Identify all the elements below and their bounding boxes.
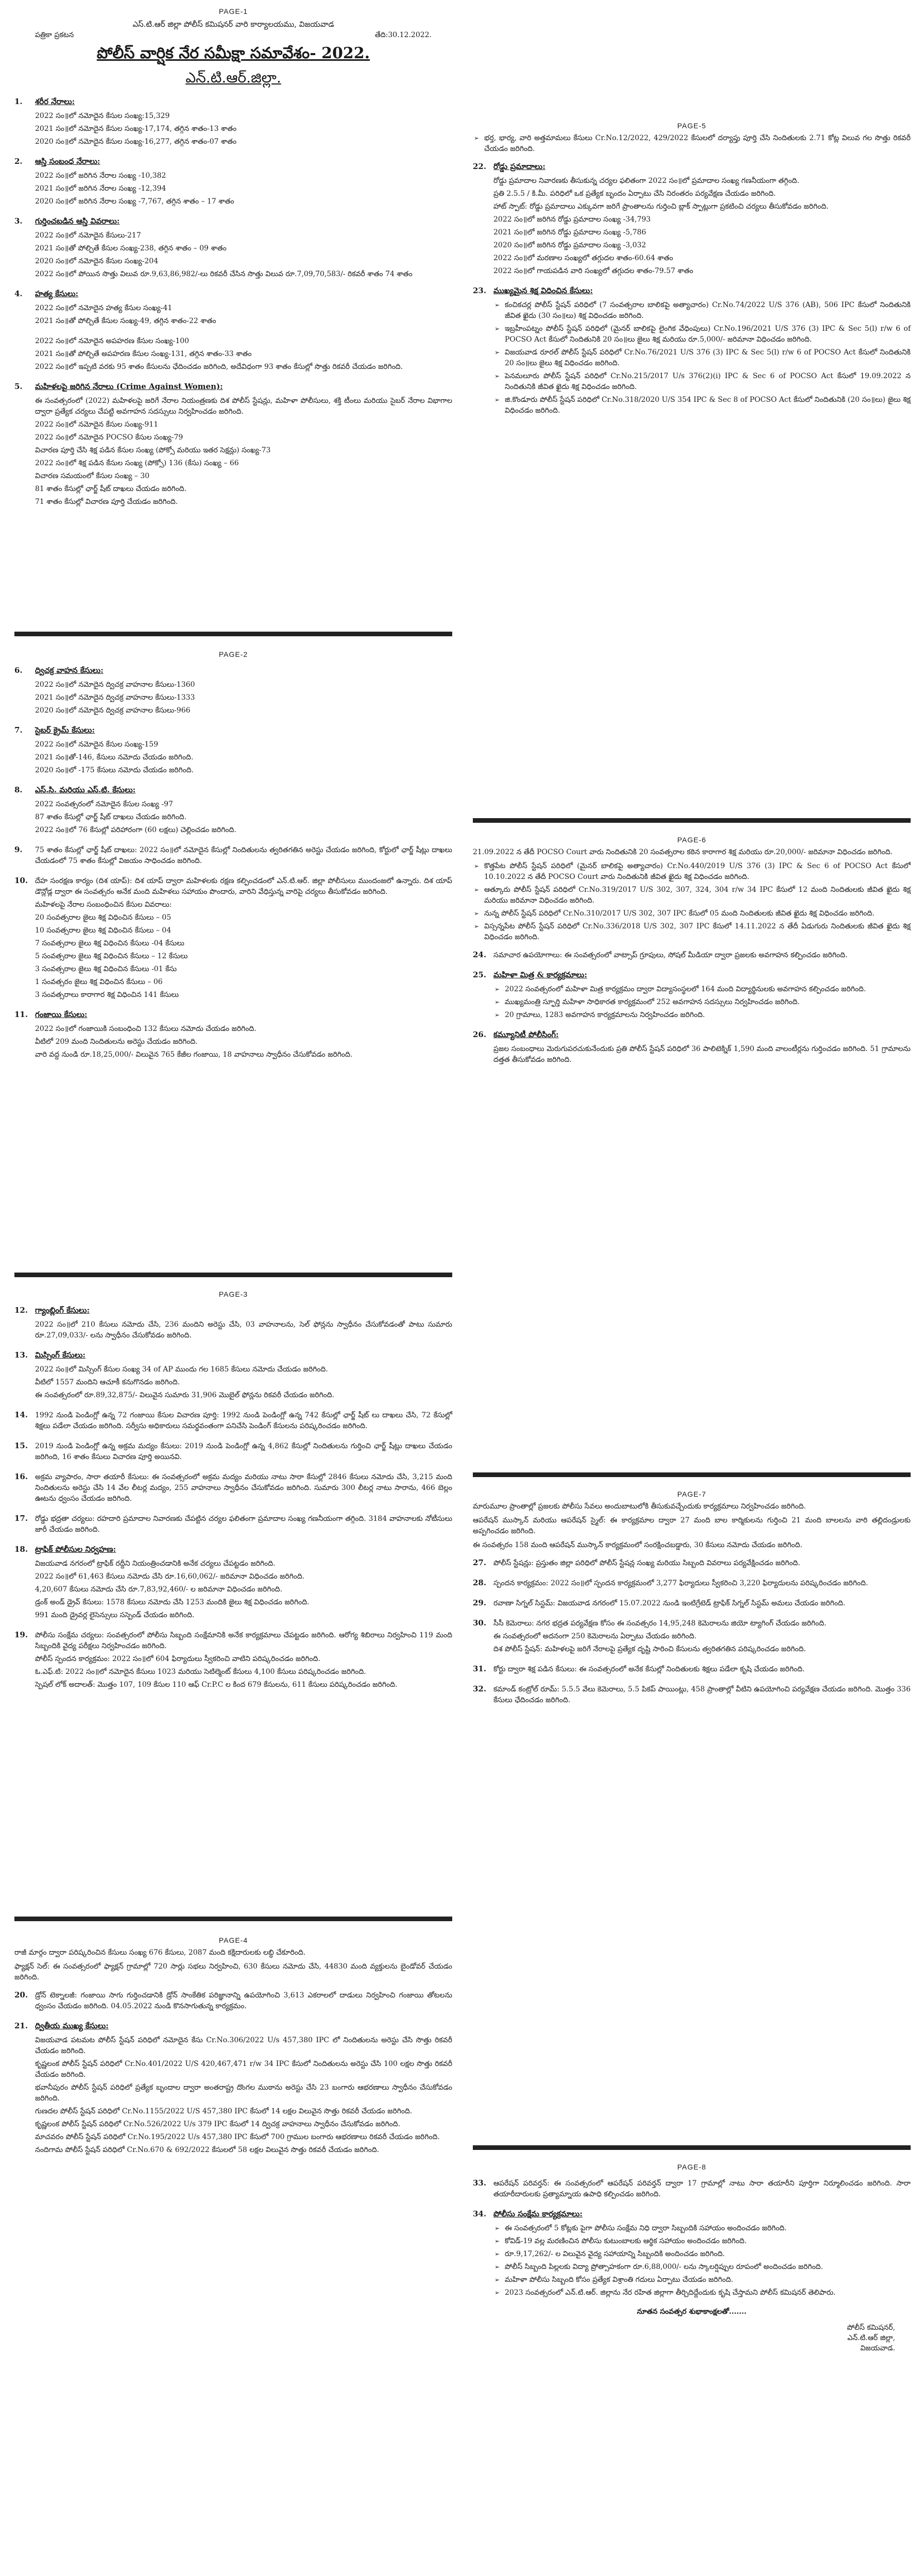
press-release-label: పత్రికా ప్రకటన: [35, 31, 74, 39]
section-line: 2021 సం॥తో-146, కేసులు నమోదు చేయడం జరిగింది.: [35, 753, 194, 761]
section: [473, 2178, 911, 2202]
section-line: 2020 సం॥లో నమోదైన కేసుల సంఖ్య-204: [35, 257, 159, 265]
section-number: 6.: [14, 666, 23, 675]
section-line: మాచవరం పోలీస్ స్టేషన్ పరిధిలో Cr.No.195/2022 U/s 457,380 IPC కేసులో 700 గ్రాముల బంగారు ఆభరణాలు రికవరీ చేయడం జరిగింది.: [35, 2133, 440, 2141]
section-body: [35, 157, 452, 209]
section: [14, 97, 452, 149]
closing-greeting: నూతన సంవత్సర శుభాకాంక్షలతో.......: [637, 2308, 747, 2316]
section-line: 7 సంవత్సరాల జైలు శిక్ష విధించిన కేసులు -04 కేసులు: [35, 939, 184, 947]
bullet-item: ➢ కంచికచర్ల పోలీస్ స్టేషన్ పరిధిలో (7 సంవత్సరాల బాలికపై అత్యాచారం) Cr.No.74/2022 U/S 376 (AB), 506 IPC కేసులో నిందితునికి జీవిత ఖైదు (30 సం॥లు) శిక్ష విధించడం జరిగింది.: [493, 300, 911, 321]
section-number: 3.: [14, 216, 23, 226]
page-separator: [14, 632, 452, 636]
section-number: 15.: [14, 1441, 28, 1450]
section-number: 11.: [14, 1010, 28, 1019]
section-line: రవాణా సిగ్నల్ సిస్టమ్: విజయవాడ నగరంలో 15.07.2022 నుండి ఇంటిగ్రేటెడ్ ట్రాఫిక్ సిగ్నల్ సిస్టమ్ అమలు చేయడం జరిగింది.: [493, 1599, 846, 1607]
section-line: 2022 సం॥లో 76 కేసుల్లో పరిహారంగా (60 లక్షలు) చెల్లించడం జరిగింది.: [35, 826, 236, 834]
section-body: [35, 876, 452, 1003]
sections: [14, 1990, 452, 2158]
bullet-item: ➢ పోలీస్ సిబ్బంది పిల్లలకు విద్యా ప్రోత్సాహకంగా రూ.6,88,000/- లను స్కాలర్షిప్పుల రూపంలో అందించడం జరిగింది.: [493, 2262, 911, 2273]
section-body: [35, 1630, 452, 1692]
page-label: PAGE-6: [677, 836, 707, 844]
section-body: [493, 970, 911, 1023]
section-line: కమాండ్ కంట్రోల్ రూమ్: 5.5.5 వేలు కెమెరాలు, 5.5 పికప్ పాయింట్లు, 458 ప్రాంతాల్లో వీటిని ఉపయోగించి పర్యవేక్షణ చేయడం జరిగింది. మొత్తం 336 కేసులు ఛేదించడం జరిగింది.: [493, 1685, 911, 1704]
section-line: భవానీపురం పోలీస్ స్టేషన్ పరిధిలో ప్రత్యేక బృందాల ద్వారా అంతరాష్ట్ర దొంగల ముఠాను అరెస్టు చేసి 23 బంగారు ఆభరణాలు స్వాధీనం చేసుకోవడం జరిగింది.: [35, 2083, 452, 2103]
section-number: 24.: [473, 950, 487, 959]
document-title: పోలీస్ వార్షిక నేర సమీక్షా సమావేశం- 2022.: [96, 44, 370, 62]
sections: [473, 162, 911, 418]
section-title: మహిళలపై జరిగిన నేరాలు (Crime Against Women):: [35, 382, 223, 391]
section-line: 2022 సం॥లో నమోదైన కేసుల సంఖ్య-159: [35, 740, 159, 749]
section-body: [493, 2209, 911, 2300]
bullet-item: ➢ ఇబ్రహీంపట్నం పోలీస్ స్టేషన్ పరిధిలో (మైనర్ బాలికపై లైంగిక వేధింపులు) Cr.No.196/2021 U/S 376 (3) IPC & Sec 5(l) r/w 6 of POCSO Act కేసులో నిందితునికి 20 సం॥లు జైలు శిక్ష మరియు రూ.5,000/- జరిమానా విధించడం జరిగింది.: [493, 324, 911, 345]
section-title: పోలీసు సంక్షేమ కార్యక్రమాలు:: [493, 2209, 583, 2218]
section-line: 2022 సం॥లో జరిగిన రోడ్డు ప్రమాదాల సంఖ్య -34,793: [493, 215, 651, 224]
paragraph: ఫ్యాక్షన్ సెల్: ఈ సంవత్సరంలో ఫ్యాక్షన్ గ్రామాల్లో 720 సార్లు సభలు నిర్వహించి, 630 కేసులు నమోదు చేసి, 44830 మంది వ్యక్తులను బైండోవర్ చేయడం జరిగింది.: [14, 1962, 452, 1981]
page-5: [473, 122, 911, 418]
bullet-item: ➢ విస్సన్నపేట పోలీస్ స్టేషన్ పరిధిలో Cr.No.336/2018 U/S 302, 307 IPC కేసులో 14.11.2022 న తేదీ ఏడుగురు నిందితులకు జీవిత ఖైదు శిక్ష విధించడం జరిగింది.: [473, 921, 911, 943]
page-3: [14, 1290, 452, 1692]
section-title: గుర్తించబడిన ఆస్తి వివరాలు:: [35, 216, 120, 226]
page-separator: [473, 818, 911, 823]
section-number: 2.: [14, 157, 23, 166]
sections: [14, 666, 452, 1062]
section-line: వీటిలో 209 మంది నిందితులను అరెస్టు చేయడం జరిగింది.: [35, 1038, 198, 1046]
section: [14, 382, 452, 510]
page-1: [14, 7, 452, 510]
section-line: పోలీస్ స్పందన కార్యక్రమం: 2022 సం॥లో 604 ఫిర్యాదులు స్వీకరించి వాటిని పరిష్కరించడం జరిగింది.: [35, 1655, 320, 1663]
section-title: ట్రాఫిక్ పోలీసుల నిర్వహణ:: [35, 1545, 116, 1554]
section-line: ఓ.ఎఫ్.టి: 2022 సం॥లో నమోదైన కేసులు 1023 మరియు సెటిల్మెంట్ కేసులు 4,100 కేసులు పరిష్కరించడం జరిగింది.: [35, 1668, 366, 1676]
section-number: [14, 336, 35, 375]
section: [14, 1306, 452, 1343]
section: [473, 1598, 911, 1611]
signature-line: ఎన్.టి.ఆర్ జిల్లా,: [847, 2334, 895, 2342]
section-line: రోడ్డు ప్రమాదాల నివారణకు తీసుకున్న చర్యల ఫలితంగా 2022 సం॥లో ప్రమాదాల సంఖ్య గణనీయంగా తగ్గింది.: [493, 177, 799, 185]
section-title: కమ్యూనిటీ పోలీసింగ్:: [493, 1030, 559, 1039]
section-title: గంజాయి కేసులు:: [35, 1010, 88, 1019]
section-line: నందిగామ పోలీస్ స్టేషన్ పరిధిలో Cr.No.670 & 692/2022 కేసులలో 58 లక్షల విలువైన సొత్తు రికవరీ చేయడం జరిగింది.: [35, 2146, 380, 2154]
section-line: అక్రమ వ్యాపారం, సారా తయారీ కేసులు: ఈ సంవత్సరంలో అక్రమ మద్యం మరియు నాటు సారా కేసుల్లో 2846 కేసులు నమోదు చేసి, 3,215 మంది నిందితులను అరెస్టు చేసి 14 వేల లీటర్ల మద్యం, 255 వాహనాలు స్వాధీనం చేసుకోవడం జరిగింది. సుమారు 300 లీటర్ల నాటు సారాను, 466 బెల్లం ఊటను ధ్వంసం చేయడం జరిగింది.: [35, 1473, 452, 1503]
section-number: 18.: [14, 1545, 28, 1554]
section-line: 2022 సం॥లో ఇప్పటి వరకు 95 శాతం కేసులను ఛేదించడం జరిగింది, అదేవిధంగా 93 శాతం కేసుల్లో సొత్తు రికవరీ చేయడం జరిగింది.: [35, 363, 403, 371]
section-number: 1.: [14, 97, 23, 106]
section-body: [35, 666, 452, 718]
section-number: 32.: [473, 1684, 487, 1693]
section-line: 2022 సం॥లో నమోదైన కేసుల సంఖ్య:15,329: [35, 112, 170, 120]
page-separator: [14, 1273, 452, 1277]
section-line: విజయవాడ నగరంలో ట్రాఫిక్ రద్దీని నియంత్రించడానికి అనేక చర్యలు చేపట్టడం జరిగింది.: [35, 1560, 276, 1568]
section-line: 2022 సం॥లో మిస్సింగ్ కేసుల సంఖ్య 34 of AP ముందు గల 1685 కేసులు నమోదు చేయడం జరిగింది.: [35, 1365, 328, 1374]
section: [14, 289, 452, 329]
section-body: [35, 1306, 452, 1343]
section-title: గ్యాంబ్లింగ్ కేసులు:: [35, 1306, 90, 1315]
section-line: 2021 సం॥తో పోల్చితే అపహరణ కేసుల సంఖ్య-131, తగ్గిన శాతం-33 శాతం: [35, 350, 252, 358]
section-title: ద్వితీయ ముఖ్య కేసులు:: [35, 2021, 109, 2030]
section-title: మిస్సింగ్ కేసులు:: [35, 1350, 86, 1360]
section-line: 2020 సం॥లో -175 కేసులు నమోదు చేయడం జరిగింది.: [35, 766, 194, 774]
paragraph: ఈ సంవత్సరం 158 మంది ఆపరేషన్ ముస్కాన్ కార్యక్రమంలో సంరక్షించబడ్డారు, 30 కేసులు నమోదు చేయడం జరిగింది.: [473, 1541, 802, 1549]
section: [14, 845, 452, 869]
sections: [473, 2178, 911, 2300]
section-line: విచారణ పూర్తి చేసి శిక్ష పడిన కేసుల సంఖ్య (పోక్సో మరియు ఇతర సెక్షన్లు) సంఖ్య-73: [35, 446, 271, 454]
section-line: 20 సంవత్సరాల జైలు శిక్ష విధించిన కేసులు – 05: [35, 913, 172, 922]
page-4: [14, 1936, 452, 2158]
paragraph: రాజీ మార్గం ద్వారా పరిష్కరించిన కేసులు సంఖ్య 676 కేసులు, 2087 మంది కక్షిదారులకు లబ్ధి చేకూరింది.: [14, 1948, 306, 1957]
intro: [473, 1501, 911, 1551]
bullet-item: ➢ 2023 సంవత్సరంలో ఎన్.టి.ఆర్. జిల్లాను నేర రహిత జిల్లాగా తీర్చిదిద్దేందుకు కృషి చేస్తామని పోలీస్ కమిషనర్ తెలిపారు.: [493, 2287, 911, 2298]
section-line: 2019 నుండి పెండింగ్లో ఉన్న అక్రమ మద్యం కేసులు: 2019 నుండి పెండింగ్లో ఉన్న 4,862 కేసుల్లో నిందితులను గుర్తించి ఛార్జ్ షీట్లు దాఖలు చేయడం జరిగింది, 16 శాతం కేసులు విచారణ పూర్తి అయినవి.: [35, 1442, 452, 1461]
section-line: ఈ సంవత్సరంలో (2022) మహిళలపై జరిగే నేరాల నియంత్రణకు దిశ పోలీస్ స్టేషన్లు, మహిళా పోలీసులు, శక్తి టీంలు మరియు సైబర్ నేరాల విభాగాల ద్వారా ప్రత్యేక చర్యలు చేపట్టి అవగాహన సదస్సులు నిర్వహించడం జరిగింది.: [35, 397, 452, 416]
section-body: [35, 2021, 452, 2158]
section-line: 2022 సం॥లో నమోదైన అపహరణ కేసుల సంఖ్య-100: [35, 337, 190, 345]
section-number: 8.: [14, 785, 23, 794]
section: [14, 1545, 452, 1623]
section-line: 2021 సం॥లో నమోదైన ద్విచక్ర వాహనాల కేసులు-1333: [35, 693, 195, 702]
section: [473, 286, 911, 418]
section: [473, 2209, 911, 2300]
section-line: 2022 సం॥లో నమోదైన కేసులు-217: [35, 231, 141, 240]
date-label: తేది:30.12.2022.: [374, 31, 432, 39]
section-line: 991 మంది డ్రైవర్ల లైసెన్సులు సస్పెండ్ చేయడం జరిగింది.: [35, 1611, 195, 1619]
signature-line: విజయవాడ.: [860, 2344, 895, 2352]
section-line: ప్రతి 2.5.5 / కి.మీ. పరిధిలో ఒక ప్రత్యేక బృందం ఏర్పాటు చేసి నిరంతరం పర్యవేక్షణ చేయడం జరిగింది.: [493, 190, 776, 198]
section-number: 7.: [14, 725, 23, 735]
section: [473, 950, 911, 963]
section-line: 2021 సం॥తో పోల్చితే కేసుల సంఖ్య-238, తగ్గిన శాతం – 09 శాతం: [35, 244, 227, 252]
section-number: 31.: [473, 1664, 487, 1673]
section-body: [35, 1350, 452, 1403]
section-line: ప్రజల సంబంధాలు మెరుగుపరచుకునేందుకు ప్రతి పోలీస్ స్టేషన్ పరిధిలో 36 పాలిటెక్నిక్ 1,590 మంది వాలంటీర్లను గుర్తించడం జరిగింది. 51 గ్రామాలను దత్తత తీసుకోవడం జరిగింది.: [493, 1045, 911, 1064]
section-line: కృష్ణలంక పోలీస్ స్టేషన్ పరిధిలో Cr.No.526/2022 U/s 379 IPC కేసులో 14 ద్విచక్ర వాహనాలు స్వాధీనం చేసుకోవడం జరిగింది.: [35, 2120, 401, 2128]
section-line: సమాచార ఉపయోగాలు: ఈ సంవత్సరంలో వాట్సాప్ గ్రూపులు, సోషల్ మీడియా ద్వారా ప్రజలకు అవగాహన కల్పించడం జరిగింది.: [493, 951, 848, 959]
section-body: [35, 1010, 452, 1062]
section-line: విచారణ సమయంలో కేసుల సంఖ్య – 30: [35, 472, 150, 480]
section-line: 87 శాతం కేసుల్లో ఛార్జ్ షీట్ దాఖలు చేయడం జరిగింది.: [35, 813, 187, 821]
section: [14, 1350, 452, 1403]
sections: [14, 97, 452, 510]
section-line: ఈ సంవత్సరంలో రూ.89,32,875/- విలువైన సుమారు 31,906 మొబైల్ ఫోన్లను రికవరీ చేయడం జరిగింది.: [35, 1391, 335, 1399]
section-body: [493, 1558, 911, 1571]
paragraph: 21.09.2022 న తేదీ POCSO Court వారు నిందితునికి 20 సంవత్సరాల కఠిన కారాగార శిక్ష మరియు రూ.20,000/- జరిమానా విధించడం జరిగింది.: [473, 848, 893, 856]
section-title: సైబర్ క్రైమ్ కేసులు:: [35, 725, 95, 735]
section-line: 2022 సం॥లో నమోదైన ద్విచక్ర వాహనాల కేసులు-1360: [35, 681, 195, 689]
section-body: [35, 725, 452, 778]
section: [14, 336, 452, 375]
paragraph: మారుమూల ప్రాంతాల్లో ప్రజలకు పోలీసు సేవలు అందుబాటులోకి తీసుకువచ్చేందుకు కార్యక్రమాలు నిర్వహించడం జరిగింది.: [473, 1502, 806, 1511]
section-body: [35, 1990, 452, 2014]
sections: [473, 1558, 911, 1708]
section-line: 5 సంవత్సరాల జైలు శిక్ష విధించిన కేసులు – 12 కేసులు: [35, 952, 188, 960]
section-line: ఆపరేషన్ పరివర్తన్: ఈ సంవత్సరంలో ఆపరేషన్ పరివర్తన్ ద్వారా 17 గ్రామాల్లో నాటు సారా తయారీని పూర్తిగా నిర్మూలించడం జరిగింది. సారా తయారీదారులకు ప్రత్యామ్నాయ ఉపాధి కల్పించడం జరిగింది.: [493, 2179, 911, 2198]
section-number: 27.: [473, 1558, 487, 1567]
section-body: [35, 1472, 452, 1506]
section-line: డ్రోన్ టెక్నాలజీ: గంజాయి సాగు గుర్తించడానికి డ్రోన్ సాంకేతిక పరిజ్ఞానాన్ని ఉపయోగించి 3,613 ఎకరాలలో దాడులు నిర్వహించి గంజాయి తోటలను ధ్వంసం చేయడం జరిగింది. 04.05.2022 నుండి కొనసాగుతున్న కార్యక్రమం.: [35, 1991, 452, 2010]
section-number: 16.: [14, 1472, 28, 1481]
section-line: 10 సంవత్సరాల జైలు శిక్ష విధించిన కేసులు – 04: [35, 926, 172, 935]
page-label: PAGE-4: [218, 1936, 248, 1944]
section: [14, 876, 452, 1003]
section-line: 2021 సం॥లో నమోదైన కేసుల సంఖ్య-17,174, తగ్గిన శాతం-13 శాతం: [35, 125, 237, 133]
section: [473, 1684, 911, 1708]
section-body: [493, 1578, 911, 1591]
section-line: 75 శాతం కేసుల్లో ఛార్జ్ షీట్ దాఖలు: 2022 సం॥లో నమోదైన కేసుల్లో నిందితులను త్వరితగతిన అరెస్టు చేయడం జరిగింది, కోర్టులో ఛార్జ్ షీట్లు దాఖలు చేయడంలో 75 శాతం కేసుల్లో విజయం సాధించడం జరిగింది.: [35, 846, 452, 865]
section-body: [493, 286, 911, 418]
section-number: 28.: [473, 1578, 487, 1587]
section-body: [35, 1514, 452, 1537]
section-number: 17.: [14, 1514, 28, 1523]
page-separator: [14, 1917, 452, 1921]
section-line: 2022 సం॥లో నమోదైన కేసుల సంఖ్య-911: [35, 420, 159, 429]
section: [473, 970, 911, 1023]
section: [14, 1441, 452, 1465]
section-line: 3 సంవత్సరాల జైలు శిక్ష విధించిన కేసులు -01 కేసు: [35, 965, 177, 973]
section-line: ఈ సంవత్సరంలో అదనంగా 250 కెమెరాలను ఏర్పాటు చేయడం జరిగింది.: [493, 1632, 697, 1640]
section: [14, 216, 452, 282]
page-7: [473, 1490, 911, 1708]
signature-line: పోలీస్ కమిషనర్,: [847, 2324, 895, 2332]
section-title: ద్విచక్ర వాహన కేసులు:: [35, 666, 104, 675]
section-body: [35, 1441, 452, 1465]
section-line: దిశ పోలీస్ స్టేషన్: మహిళలపై జరిగే నేరాలపై ప్రత్యేక దృష్టి సారించి కేసులను త్వరితగతిన పరిష్కరించడం జరిగింది.: [493, 1645, 806, 1653]
section-body: [493, 1684, 911, 1708]
bullet-item: ➢ భర్త, భార్య, వారి అత్తమామలు కేసులు Cr.No.12/2022, 429/2022 కేసులలో దర్యాప్తు పూర్తి చేసి నిందితులకు 2.71 కోట్ల విలువ గల సొత్తు రికవరీ చేయడం జరిగింది.: [473, 133, 911, 155]
section-number: 14.: [14, 1410, 28, 1419]
section-line: 3 సంవత్సరాలు కారాగార శిక్ష విధించిన 141 కేసులు: [35, 991, 179, 999]
section-line: వీటిలో 1557 మందిని ఆచూకీ కనుగొనడం జరిగింది.: [35, 1378, 180, 1386]
section: [14, 2021, 452, 2158]
section-number: 19.: [14, 1630, 28, 1639]
section-number: 34.: [473, 2209, 487, 2218]
paragraph: ఆపరేషన్ ముస్కాన్ మరియు ఆపరేషన్ స్మైల్: ఈ కార్యక్రమాల ద్వారా 27 మంది బాల కార్మికులను గుర్తించి 21 మంది బాలలను వారి తల్లిదండ్రులకు అప్పగించడం జరిగింది.: [473, 1516, 911, 1535]
section-title: మహిళా మిత్ర & కార్యక్రమాలు:: [493, 970, 587, 979]
section-number: 4.: [14, 289, 23, 298]
section: [14, 1010, 452, 1062]
section-line: రోడ్డు భద్రతా చర్యలు: రహదారి ప్రమాదాల నివారణకు చేపట్టిన చర్యల ఫలితంగా ప్రమాదాల సంఖ్య గణనీయంగా తగ్గింది. 3184 వాహనాలకు నోటీసులు జారీ చేయడం జరిగింది.: [35, 1515, 452, 1534]
section-number: 10.: [14, 876, 28, 885]
page-label: PAGE-1: [218, 7, 248, 15]
page-2: [14, 650, 452, 1062]
section-line: 2020 సం॥లో నమోదైన ద్విచక్ర వాహనాల కేసులు-966: [35, 706, 191, 715]
bullet-item: ➢ 20 గ్రామాలు, 1283 అవగాహన కార్యక్రమాలను నిర్వహించడం జరిగింది.: [493, 1010, 911, 1021]
section-line: విజయవాడ పటమట పోలీస్ స్టేషన్ పరిధిలో నమోదైన కేసు Cr.No.306/2022 U/s 457,380 IPC లో నిందితులను అరెస్టు చేసి సొత్తు రికవరీ చేయడం జరిగింది.: [35, 2036, 452, 2055]
document-subtitle: ఎన్.టి.ఆర్.జిల్లా.: [185, 69, 281, 86]
section: [14, 1472, 452, 1506]
section-line: కృష్ణలంక పోలీస్ స్టేషన్ పరిధిలో Cr.No.401/2022 U/S 420,467,471 r/w 34 IPC కేసులో నిందితులను అరెస్టు చేసి 100 లక్షల సొత్తు రికవరీ చేయడం జరిగింది.: [35, 2060, 452, 2079]
section-number: 29.: [473, 1598, 487, 1607]
section-number: 9.: [14, 845, 23, 854]
section-line: పోలీస్ స్టేషన్లు: ప్రస్తుతం జిల్లా పరిధిలో పోలీస్ స్టేషన్ల సంఖ్య మరియు సిబ్బంది వివరాలు పర్యవేక్షించడం జరిగింది.: [493, 1559, 800, 1567]
section-body: [493, 1618, 911, 1657]
section-number: 26.: [473, 1030, 487, 1039]
section-line: 2022 సం॥లో 61,463 కేసులు నమోదు చేసి రూ.16,60,062/- జరిమానా విధించడం జరిగింది.: [35, 1572, 305, 1581]
section: [14, 1410, 452, 1434]
bullet-item: ➢ ఈ సంవత్సరంలో 5 కోట్లకు పైగా పోలీసు సంక్షేమ నిధి ద్వారా సిబ్బందికి సహాయం అందించడం జరిగింది.: [493, 2223, 911, 2234]
page-6: [473, 836, 911, 1067]
intro: [14, 1947, 452, 1983]
bullet-item: ➢ జి.కొండూరు పోలీస్ స్టేషన్ పరిధిలో Cr.No.318/2020 U/S 354 IPC & Sec 8 of POCSO Act కేసులో నిందితునికి (20 సం॥లు) జైలు శిక్ష విధించడం జరిగింది.: [493, 395, 911, 416]
section-line: 1992 నుండి పెండింగ్లో ఉన్న 72 గంజాయి కేసుల విచారణ పూర్తి: 1992 నుండి పెండింగ్లో ఉన్న 742 కేసుల్లో ఛార్జ్ షీట్ లు దాఖలు చేసి, 72 కేసుల్లో శిక్షలు పడేలా చేయడం జరిగింది. సర్వీసు అధికారులు సమర్థవంతంగా పనిచేసి పెండింగ్ కేసులను పరిష్కరించడం జరిగింది.: [35, 1411, 452, 1430]
section-line: స్పెషల్ లోక్ అదాలత్: మొత్తం 107, 109 కేసుల 110 ఆఫ్ Cr.P.C ల కింద 679 కేసులను, 611 కేసులు పరిష్కరించడం జరిగింది.: [35, 1681, 398, 1689]
section: [14, 666, 452, 718]
section-line: హాట్ స్పాట్: రోడ్డు ప్రమాదాలు ఎక్కువగా జరిగే ప్రాంతాలను గుర్తించి బ్లాక్ స్పాట్లుగా ప్రకటించి చర్యలు తీసుకోవడం జరిగింది.: [493, 202, 829, 211]
page-separator: [473, 1472, 911, 1477]
sections: [14, 1306, 452, 1692]
section-line: డ్రంక్ అండ్ డ్రైవ్ కేసులు: 1578 కేసులు నమోదు చేసి 1253 మందికి జైలు శిక్ష విధించడం జరిగింది.: [35, 1598, 310, 1606]
bullet-item: ➢ ముఖ్యమంత్రి స్ఫూర్తి మహిళా సాధికారత కార్యక్రమంలో 252 అవగాహన సదస్సులు నిర్వహించడం జరిగింది.: [493, 997, 911, 1008]
section-body: [35, 382, 452, 510]
section-body: [493, 1664, 911, 1677]
page-label: PAGE-5: [677, 122, 707, 130]
bullet-item: ➢ విజయవాడ రూరల్ పోలీస్ స్టేషన్ పరిధిలో Cr.No.76/2021 U/S 376 (3) IPC & Sec 5(l) r/w 6 of POCSO Act కేసులో నిందితునికి 20 సం॥లు జైలు శిక్ష విధించడం జరిగింది.: [493, 347, 911, 369]
office-header: ఎస్.టి.ఆర్ జిల్లా పోలీస్ కమిషనర్ వారి కార్యాలయము, విజయవాడ: [132, 20, 334, 29]
section-title: ముఖ్యమైన శిక్ష విధించిన కేసులు:: [493, 286, 593, 295]
section-number: 33.: [473, 2178, 487, 2188]
section-line: 81 శాతం కేసుల్లో ఛార్జ్ షీట్ దాఖలు చేయడం జరిగింది.: [35, 485, 187, 493]
bullet-item: ➢ 2022 సంవత్సరంలో మహిళా మిత్ర కార్యక్రమం ద్వారా విద్యాసంస్థలలో 164 మంది విద్యార్థినులకు అవగాహన కల్పించడం జరిగింది.: [493, 984, 911, 995]
section-number: 30.: [473, 1618, 487, 1628]
section: [14, 157, 452, 209]
section-line: 2022 సం॥లో శిక్ష పడిన కేసుల సంఖ్య (పోక్సో) 136 (కేసు) సంఖ్య – 66: [35, 459, 239, 467]
bullet-item: ➢ ఆత్కూరు పోలీస్ స్టేషన్ పరిధిలో Cr.No.319/2017 U/S 302, 307, 324, 304 r/w 34 IPC కేసులో 12 మంది నిందితులకు జీవిత ఖైదు శిక్ష మరియు జరిమానా విధించడం జరిగింది.: [473, 885, 911, 906]
section-body: [493, 2178, 911, 2202]
section-body: [493, 1030, 911, 1067]
section-body: [35, 97, 452, 149]
section-body: [493, 1598, 911, 1611]
section-line: 2022 సం॥లో జరిగిన నేరాల సంఖ్య -10,382: [35, 172, 166, 180]
section-body: [35, 1545, 452, 1623]
section-line: దేహ సంరక్షణ కార్యం (దిశ యాప్): దిశ యాప్ ద్వారా మహిళలకు రక్షణ కల్పించడంలో ఎన్.టి.ఆర్. జిల్లా పోలీసులు ముందంజలో ఉన్నారు. దిశ యాప్ డౌన్లోడ్ల ద్వారా ఈ సంవత్సరం అనేక మంది మహిళలు సహాయం పొందారు, వారిని వేధిస్తున్న వారిపై చర్యలు తీసుకోవడం జరిగింది.: [35, 877, 452, 896]
page-8: [473, 2163, 911, 2353]
bullet-item: ➢ మహిళా పోలీసు సిబ్బంది కోసం ప్రత్యేక విశ్రాంతి గదులు ఏర్పాటు చేయడం జరిగింది.: [493, 2275, 911, 2285]
section-line: 71 శాతం కేసుల్లో విచారణ పూర్తి చేయడం జరిగింది.: [35, 498, 178, 506]
section-body: [35, 785, 452, 838]
page-label: PAGE-3: [218, 1290, 248, 1298]
section: [473, 1558, 911, 1571]
section-line: 2021 సం॥తో పోల్చితే కేసుల సంఖ్య-49, తగ్గిన శాతం-22 శాతం: [35, 317, 216, 325]
section-body: [493, 950, 911, 963]
section-line: 2022 సంవత్సరంలో నమోదైన కేసుల సంఖ్య -97: [35, 800, 173, 808]
section-number: 25.: [473, 970, 487, 979]
section-line: 2020 సం॥లో జరిగిన నేరాల సంఖ్య -7,767, తగ్గిన శాతం – 17 శాతం: [35, 197, 234, 206]
page-label: PAGE-7: [677, 1490, 707, 1498]
section-body: [35, 1410, 452, 1434]
signature-block: [473, 2323, 911, 2353]
bullet-item: ➢ పెనమలూరు పోలీస్ స్టేషన్ పరిధిలో Cr.No.215/2017 U/s 376(2)(i) IPC & Sec 6 of POCSO Act కేసులో 19.09.2022 న నిందితునికి జీవిత ఖైదు శిక్ష విధించడం జరిగింది.: [493, 371, 911, 393]
section-number: 13.: [14, 1350, 28, 1360]
bullet-item: ➢ రూ.9,17,262/- ల విలువైన వైద్య సహాయాన్ని సిబ్బందికి అందించడం జరిగింది.: [493, 2249, 911, 2260]
page-label: PAGE-2: [218, 650, 248, 658]
bullet-item: ➢ కోవిడ్-19 వల్ల మరణించిన పోలీసు కుటుంబాలకు ఆర్థిక సహాయం అందించడం జరిగింది.: [493, 2236, 911, 2247]
section-number: 12.: [14, 1306, 28, 1315]
section-line: గుణదల పోలీస్ స్టేషన్ పరిధిలో Cr.No.1155/2022 U/S 457,380 IPC కేసులో 14 లక్షల విలువైన సొత్తు రికవరీ చేయడం జరిగింది.: [35, 2107, 413, 2115]
section-line: సీసీ కెమెరాలు: నగర భద్రత పర్యవేక్షణ కోసం ఈ సంవత్సరం 14,95,248 కెమెరాలను జియో ట్యాగింగ్ చేయడం జరిగింది.: [493, 1619, 827, 1628]
section-line: వారి వద్ద నుండి రూ.18,25,000/- విలువైన 765 కేజీల గంజాయి, 18 వాహనాలు స్వాధీనం చేసుకోవడం జరిగింది.: [35, 1050, 353, 1059]
intro: [473, 133, 911, 155]
section-body: [35, 336, 452, 375]
section-line: స్పందన కార్యక్రమం: 2022 సం॥లో స్పందన కార్యక్రమంలో 3,277 ఫిర్యాదులు స్వీకరించి 3,220 ఫిర్యాదులను పరిష్కరించడం జరిగింది.: [493, 1579, 868, 1587]
section-body: [35, 216, 452, 282]
section-line: 1 సంవత్సరం జైలు శిక్ష విధించిన కేసులు – 06: [35, 978, 163, 986]
section: [14, 785, 452, 838]
section-number: 23.: [473, 286, 487, 295]
section: [473, 1578, 911, 1591]
section-body: [35, 289, 452, 329]
section-title: శరీర నేరాలు:: [35, 97, 75, 106]
sections: [473, 950, 911, 1067]
section-line: 2021 సం॥లో జరిగిన రోడ్డు ప్రమాదాల సంఖ్య -5,786: [493, 228, 646, 236]
section-title: హత్య కేసులు:: [35, 289, 79, 298]
section-title: ఎస్.సి. మరియు ఎస్.టి. కేసులు:: [35, 785, 136, 794]
bullet-item: ➢ నున్న పోలీస్ స్టేషన్ పరిధిలో Cr.No.310/2017 U/S 302, 307 IPC కేసులో 05 మంది నిందితులకు జీవిత ఖైదు శిక్ష విధించడం జరిగింది.: [473, 908, 911, 919]
section: [473, 1664, 911, 1677]
section: [14, 1514, 452, 1537]
section: [473, 1618, 911, 1657]
section-line: 2022 సం॥లో నమోదైన POCSO కేసుల సంఖ్య-79: [35, 433, 183, 442]
section-line: 2020 సం॥లో నమోదైన కేసుల సంఖ్య-16,277, తగ్గిన శాతం-07 శాతం: [35, 138, 237, 146]
bullet-item: ➢ కొత్తపేట పోలీస్ స్టేషన్ పరిధిలో (మైనర్ బాలికపై అత్యాచారం) Cr.No.440/2019 U/S 376 (3) IPC & Sec 6 of POCSO Act కేసులో 10.10.2022 న తేదీ POCSO Court వారు నిందితునికి జీవిత ఖైదు శిక్ష విధించడం జరిగింది.: [473, 861, 911, 883]
section-title: రోడ్డు ప్రమాదాలు:: [493, 162, 545, 171]
section-line: పోలీసు సంక్షేమ చర్యలు: సంవత్సరంలో పోలీసు సిబ్బంది సంక్షేమానికి అనేక కార్యక్రమాలు చేపట్టడం జరిగింది. ఆరోగ్య శిబిరాలు నిర్వహించి 119 మంది సిబ్బందికి వైద్య పరీక్షలు నిర్వహించడం జరిగింది.: [35, 1631, 452, 1650]
section: [14, 1990, 452, 2014]
section: [14, 725, 452, 778]
section-body: [35, 845, 452, 869]
section-line: 2022 సం॥లో 210 కేసులు నమోదు చేసి, 236 మందిని అరెస్టు చేసి, 03 వాహనాలను, సెల్ ఫోన్లను స్వాధీనం చేసుకోవడంతో పాటు సుమారు రూ.27,09,033/- లను స్వాధీనం చేసుకోవడం జరిగింది.: [35, 1320, 452, 1340]
section-line: 2021 సం॥లో జరిగిన నేరాల సంఖ్య -12,394: [35, 184, 166, 193]
section: [473, 162, 911, 279]
intro-list: [473, 861, 911, 943]
section-line: 2020 సం॥లో జరిగిన రోడ్డు ప్రమాదాల సంఖ్య -3,032: [493, 241, 646, 249]
section-line: 2022 సం॥లో గంజాయికి సంబంధించి 132 కేసులు నమోదు చేయడం జరిగింది.: [35, 1025, 257, 1033]
section-number: 21.: [14, 2021, 28, 2030]
section-line: 2022 సం॥లో నమోదైన హత్య కేసుల సంఖ్య-41: [35, 304, 173, 312]
section-line: 2022 సం॥లో గాయపడిన వారి సంఖ్యలో తగ్గుదల శాతం-79.57 శాతం: [493, 267, 693, 275]
section: [473, 1030, 911, 1067]
section-line: మహిళలపై నేరాల సంబంధించిన కేసుల వివరాలు:: [35, 901, 172, 909]
section-number: 20.: [14, 1990, 28, 1999]
section-number: 5.: [14, 382, 23, 391]
section-title: ఆస్తి సంబంధ నేరాలు:: [35, 157, 100, 166]
intro: [473, 847, 911, 858]
page-label: PAGE-8: [677, 2163, 707, 2171]
section-line: 2022 సం॥లో మరణాల సంఖ్యలో తగ్గుదల శాతం-60.64 శాతం: [493, 254, 673, 262]
section-line: 2022 సం॥లో పోయిన సొత్తు విలువ రూ.9,63,86,982/-లు రికవరీ చేసిన సొత్తు విలువ రూ.7,09,70,583/- రికవరీ శాతం 74 శాతం: [35, 270, 413, 278]
page-separator: [473, 2145, 911, 2150]
section-line: 4,20,607 కేసులు నమోదు చేసి రూ.7,83,92,460/- ల జరిమానా విధించడం జరిగింది.: [35, 1585, 283, 1594]
section-number: 22.: [473, 162, 487, 171]
section: [14, 1630, 452, 1692]
section-line: కోర్టు ద్వారా శిక్ష పడిన కేసులు: ఈ సంవత్సరంలో అనేక కేసుల్లో నిందితులకు శిక్షలు పడేలా కృషి చేయడం జరిగింది.: [493, 1665, 805, 1673]
section-body: [493, 162, 911, 279]
